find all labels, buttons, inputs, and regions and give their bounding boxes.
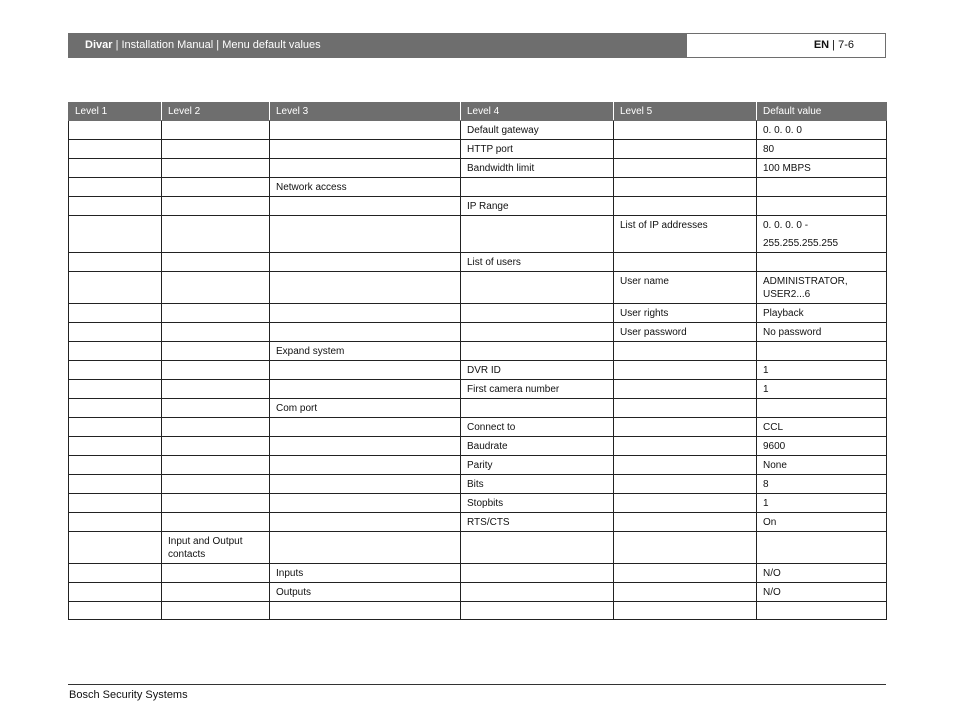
table-cell: Outputs [270,583,461,602]
table-cell [614,178,757,197]
table-cell: N/O [757,583,887,602]
table-cell [69,342,162,361]
menu-default-values-table [68,102,887,620]
table-cell [614,513,757,532]
table-cell [757,178,887,197]
table-cell [162,564,270,583]
table-cell [162,121,270,140]
table-cell [270,418,461,437]
table-cell: 1 [757,380,887,399]
table-cell [162,361,270,380]
table-cell [69,178,162,197]
table-cell: Playback [757,304,887,323]
table-row [69,532,887,564]
table-cell [69,532,162,564]
table-cell [614,399,757,418]
column-header: Default value [757,103,887,121]
table-cell [162,304,270,323]
table-cell: Connect to [461,418,614,437]
table-row [69,159,887,178]
column-header: Level 3 [270,103,461,121]
table-cell [69,253,162,272]
product-name: Divar [85,39,113,51]
table-cell: List of IP addresses [614,216,757,253]
table-cell [461,304,614,323]
table-row [69,513,887,532]
table-cell [614,475,757,494]
table-cell: HTTP port [461,140,614,159]
table-row [69,475,887,494]
table-cell: No password [757,323,887,342]
table-cell: 1 [757,361,887,380]
table-row [69,304,887,323]
table-cell [614,197,757,216]
table-cell [69,140,162,159]
table-row [69,178,887,197]
cell-text: 0. 0. 0. 0 - [763,220,809,231]
table-cell [69,304,162,323]
table-cell [270,140,461,159]
table-cell: Default gateway [461,121,614,140]
table-row [69,253,887,272]
table-cell: 0. 0. 0. 0 [757,121,887,140]
table-cell: User rights [614,304,757,323]
table-cell [757,216,887,253]
table-cell [162,140,270,159]
table-cell [270,323,461,342]
table-cell [270,532,461,564]
table-row [69,399,887,418]
table-cell [162,399,270,418]
table-cell: Inputs [270,564,461,583]
table-cell [270,216,461,253]
table-row [69,380,887,399]
table-cell [69,418,162,437]
table-header [69,103,887,121]
table-cell: N/O [757,564,887,583]
table-cell [162,583,270,602]
table-cell [614,456,757,475]
table-cell: 9600 [757,437,887,456]
table-cell [69,323,162,342]
table-cell: Input and Output contacts [162,532,270,564]
table-cell [757,197,887,216]
table-cell [69,380,162,399]
table-cell [162,272,270,304]
language-code: EN [813,39,830,51]
table-cell: User password [614,323,757,342]
table-cell [162,513,270,532]
table-cell [461,323,614,342]
table-cell: On [757,513,887,532]
table-cell [757,532,887,564]
table-cell [69,437,162,456]
table-cell: 8 [757,475,887,494]
table-cell [270,602,461,620]
table-cell [614,253,757,272]
table-cell: Stopbits [461,494,614,513]
table-cell [270,437,461,456]
table-cell [270,304,461,323]
table-cell: Network access [270,178,461,197]
table-cell: Expand system [270,342,461,361]
table-row [69,418,887,437]
table-cell [69,513,162,532]
table-cell [461,564,614,583]
table-cell [270,197,461,216]
table-cell [69,494,162,513]
table-cell [162,323,270,342]
table-cell [270,253,461,272]
cell-text-continued: 255.255.255.255 [763,238,839,249]
table-row [69,456,887,475]
table-body [69,121,887,620]
table-cell: RTS/CTS [461,513,614,532]
footer-divider [68,684,886,685]
table-cell: DVR ID [461,361,614,380]
table-row [69,494,887,513]
table-cell: CCL [757,418,887,437]
table-cell [614,418,757,437]
table-cell [461,532,614,564]
table-row [69,197,887,216]
table-cell [69,121,162,140]
table-row [69,216,887,253]
table-cell [614,342,757,361]
table-cell [162,475,270,494]
table-cell [270,494,461,513]
table-row [69,583,887,602]
table-cell [461,272,614,304]
table-row [69,323,887,342]
table-cell [270,272,461,304]
table-cell [69,272,162,304]
table-cell [69,216,162,253]
table-cell: ADMINISTRATOR, USER2...6 [757,272,887,304]
header-page-number [687,34,885,57]
table-cell [757,342,887,361]
table-cell [69,361,162,380]
table-cell: None [757,456,887,475]
page-number: | 7-6 [829,39,854,51]
table-cell [461,583,614,602]
table-cell [614,140,757,159]
table-cell [162,197,270,216]
table-cell: Bandwidth limit [461,159,614,178]
table-cell [614,532,757,564]
table-cell [69,399,162,418]
table-cell [162,494,270,513]
table-cell: Baudrate [461,437,614,456]
column-header: Level 5 [614,103,757,121]
table-row [69,140,887,159]
table-cell [69,564,162,583]
table-cell: User name [614,272,757,304]
column-header: Level 1 [69,103,162,121]
table-cell [162,159,270,178]
table-row [69,602,887,620]
page-header [68,33,886,58]
table-cell [162,342,270,361]
table-cell [614,121,757,140]
table-cell [614,361,757,380]
table-cell [270,513,461,532]
column-header: Level 2 [162,103,270,121]
table-cell: First camera number [461,380,614,399]
table-cell [162,456,270,475]
table-cell [270,475,461,494]
table-cell [614,494,757,513]
table-row [69,564,887,583]
table-cell [69,159,162,178]
table-cell [69,456,162,475]
table-cell [461,216,614,253]
table-header-row [69,103,887,121]
table-cell: Com port [270,399,461,418]
table-cell: 100 MBPS [757,159,887,178]
table-cell [614,583,757,602]
table-cell [69,602,162,620]
table-cell [162,253,270,272]
column-header: Level 4 [461,103,614,121]
table-cell [614,564,757,583]
table-row [69,342,887,361]
table-cell [757,253,887,272]
table-cell [270,380,461,399]
table-cell [270,456,461,475]
table-cell [461,399,614,418]
header-title [69,34,687,57]
table-cell [162,178,270,197]
table-cell [614,437,757,456]
table-cell [162,216,270,253]
footer-text: Bosch Security Systems [69,689,188,701]
table-row [69,361,887,380]
table-cell: Parity [461,456,614,475]
table-cell [757,602,887,620]
table-cell [614,602,757,620]
table-cell [162,437,270,456]
table-cell: IP Range [461,197,614,216]
document-title: | Installation Manual | Menu default values [112,39,321,51]
table-cell: 80 [757,140,887,159]
table-cell [162,380,270,399]
table-row [69,437,887,456]
table-cell [461,178,614,197]
table-cell [69,583,162,602]
table-cell [270,361,461,380]
table-cell: List of users [461,253,614,272]
table-cell [270,159,461,178]
table-cell [69,197,162,216]
table-cell [69,475,162,494]
table-cell: Bits [461,475,614,494]
table-cell [461,602,614,620]
table-cell [614,380,757,399]
table-row [69,272,887,304]
table-cell [614,159,757,178]
table-cell [162,602,270,620]
table-cell [757,399,887,418]
table-cell [270,121,461,140]
table-cell [461,342,614,361]
table-cell: 1 [757,494,887,513]
table-cell [162,418,270,437]
table-row [69,121,887,140]
